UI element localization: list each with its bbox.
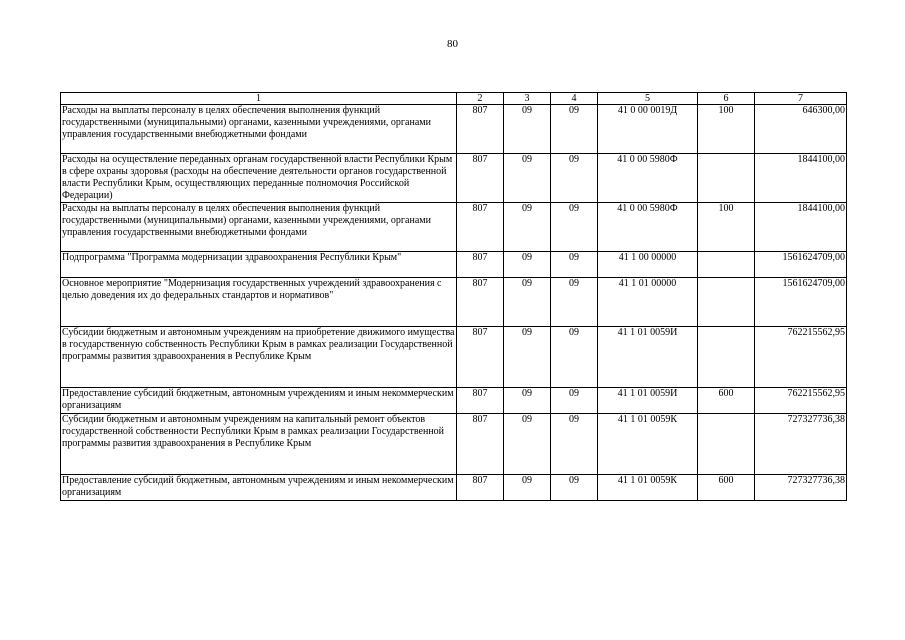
column-header: 3 xyxy=(504,93,551,105)
row-name: Предоставление субсидий бюджетным, автономным учреждениям и иным некоммерческим организациям xyxy=(61,388,457,414)
row-code-4: 09 xyxy=(551,278,598,327)
row-code-2: 807 xyxy=(457,475,504,501)
row-code-2: 807 xyxy=(457,278,504,327)
row-code-6: 600 xyxy=(698,388,755,414)
row-code-4: 09 xyxy=(551,327,598,388)
row-code-6: 100 xyxy=(698,203,755,252)
row-code-2: 807 xyxy=(457,154,504,203)
row-code-4: 09 xyxy=(551,388,598,414)
row-code-5: 41 1 01 0059И xyxy=(598,327,698,388)
row-code-6 xyxy=(698,252,755,278)
row-code-5: 41 1 00 00000 xyxy=(598,252,698,278)
row-name: Расходы на выплаты персоналу в целях обеспечения выполнения функций государственными (муниципальными) органами, казенными учреждениями, органами управления государственными внебюджетными фондами xyxy=(61,203,457,252)
row-code-3: 09 xyxy=(504,278,551,327)
column-header: 4 xyxy=(551,93,598,105)
row-code-6: 600 xyxy=(698,475,755,501)
row-amount: 762215562,95 xyxy=(755,388,847,414)
row-code-6: 100 xyxy=(698,105,755,154)
header-row xyxy=(61,93,847,105)
row-code-2: 807 xyxy=(457,388,504,414)
row-code-3: 09 xyxy=(504,388,551,414)
row-amount: 727327736,38 xyxy=(755,475,847,501)
row-amount: 1561624709,00 xyxy=(755,278,847,327)
row-amount: 646300,00 xyxy=(755,105,847,154)
row-code-5: 41 1 01 00000 xyxy=(598,278,698,327)
row-code-4: 09 xyxy=(551,414,598,475)
row-amount: 727327736,38 xyxy=(755,414,847,475)
row-name: Подпрограмма "Программа модернизации здравоохранения Республики Крым" xyxy=(61,252,457,278)
column-header: 1 xyxy=(61,93,457,105)
column-header: 5 xyxy=(598,93,698,105)
row-code-4: 09 xyxy=(551,105,598,154)
column-header: 2 xyxy=(457,93,504,105)
row-amount: 762215562,95 xyxy=(755,327,847,388)
row-code-3: 09 xyxy=(504,154,551,203)
row-name: Субсидии бюджетным и автономным учреждениям на приобретение движимого имущества в государственную собственность Республики Крым в рамках реализации Государственной программы развития здравоохранения в Республике Крым xyxy=(61,327,457,388)
row-amount: 1561624709,00 xyxy=(755,252,847,278)
row-name: Предоставление субсидий бюджетным, автономным учреждениям и иным некоммерческим организациям xyxy=(61,475,457,501)
row-code-4: 09 xyxy=(551,252,598,278)
row-code-6 xyxy=(698,327,755,388)
table-row xyxy=(61,475,847,501)
table-row xyxy=(61,252,847,278)
row-code-3: 09 xyxy=(504,203,551,252)
row-code-4: 09 xyxy=(551,154,598,203)
row-code-5: 41 1 01 0059И xyxy=(598,388,698,414)
row-code-5: 41 1 01 0059К xyxy=(598,414,698,475)
row-amount: 1844100,00 xyxy=(755,203,847,252)
page-number: 80 xyxy=(447,38,458,50)
row-code-5: 41 0 00 5980Ф xyxy=(598,203,698,252)
row-code-4: 09 xyxy=(551,203,598,252)
row-code-3: 09 xyxy=(504,475,551,501)
row-code-5: 41 0 00 5980Ф xyxy=(598,154,698,203)
row-code-5: 41 0 00 0019Д xyxy=(598,105,698,154)
table-row xyxy=(61,414,847,475)
row-code-2: 807 xyxy=(457,105,504,154)
table-row xyxy=(61,327,847,388)
row-amount: 1844100,00 xyxy=(755,154,847,203)
row-name: Основное мероприятие "Модернизация государственных учреждений здравоохранения с целью доведения их до федеральных стандартов и нормативов" xyxy=(61,278,457,327)
column-header: 7 xyxy=(755,93,847,105)
table-row xyxy=(61,203,847,252)
table-row xyxy=(61,154,847,203)
table-row xyxy=(61,105,847,154)
table-row xyxy=(61,388,847,414)
row-code-2: 807 xyxy=(457,252,504,278)
row-code-4: 09 xyxy=(551,475,598,501)
row-code-2: 807 xyxy=(457,203,504,252)
row-code-3: 09 xyxy=(504,414,551,475)
row-code-3: 09 xyxy=(504,105,551,154)
row-code-6 xyxy=(698,278,755,327)
row-code-2: 807 xyxy=(457,327,504,388)
row-code-3: 09 xyxy=(504,252,551,278)
row-code-6 xyxy=(698,414,755,475)
row-name: Субсидии бюджетным и автономным учреждениям на капитальный ремонт объектов государственной собственности Республики Крым в рамках реализации Государственной программы развития здравоохранения в Республике Крым xyxy=(61,414,457,475)
row-code-5: 41 1 01 0059К xyxy=(598,475,698,501)
row-code-3: 09 xyxy=(504,327,551,388)
row-name: Расходы на осуществление переданных органам государственной власти Республики Крым в сфере охраны здоровья (расходы на обеспечение деятельности органов государственной власти Республики Крым, осуществляющих переданные полномочия Российской Федерации) xyxy=(61,154,457,203)
budget-table xyxy=(60,92,847,501)
row-code-6 xyxy=(698,154,755,203)
column-header: 6 xyxy=(698,93,755,105)
table-row xyxy=(61,278,847,327)
row-name: Расходы на выплаты персоналу в целях обеспечения выполнения функций государственными (муниципальными) органами, казенными учреждениями, органами управления государственными внебюджетными фондами xyxy=(61,105,457,154)
row-code-2: 807 xyxy=(457,414,504,475)
